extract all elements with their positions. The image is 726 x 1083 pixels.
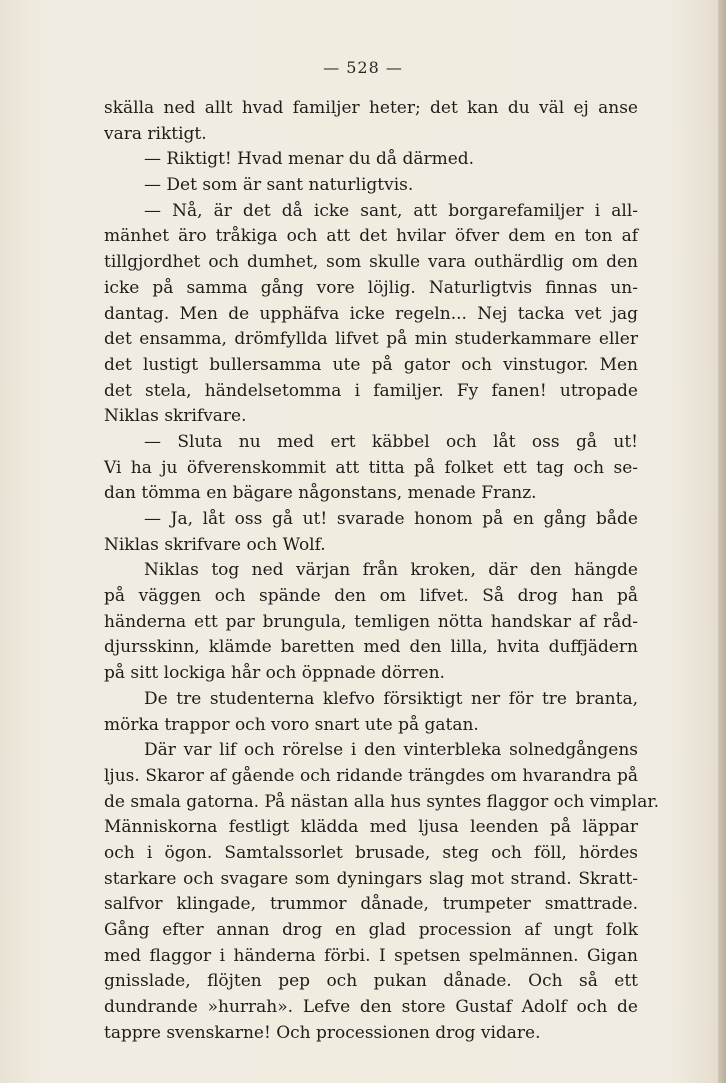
- text-line: dundrande »hurrah». Lefve den store Gustaf Adolf och de: [104, 997, 638, 1018]
- text-line: vara riktigt.: [104, 123, 207, 144]
- text-line: De tre studenterna klefvo försiktigt ner för tre branta,: [144, 688, 638, 709]
- text-line: och i ögon. Samtalssorlet brusade, steg och föll, hördes: [104, 842, 638, 863]
- text-line: Niklas skrifvare och Wolf.: [104, 534, 326, 555]
- text-line: — Ja, låt oss gå ut! svarade honom på en gång både: [144, 509, 638, 529]
- text-line: — Det som är sant naturligtvis.: [144, 175, 414, 196]
- page-number: — 528 —: [323, 58, 403, 77]
- text-line: dantag. Men de upphäfva icke regeln... Nej tacka vet jag: [104, 303, 638, 324]
- text-line: Människorna festligt klädda med ljusa leenden på läppar: [104, 817, 638, 838]
- text-line: det stela, händelsetomma i familjer. Fy fanen! utropade: [104, 380, 638, 401]
- text-line: dan tömma en bägare någonstans, menade Franz.: [104, 483, 537, 504]
- text-line: icke på samma gång vore löjlig. Naturligtvis finnas un-: [104, 277, 638, 298]
- text-line: med flaggor i händerna förbi. I spetsen spelmännen. Gigan: [104, 945, 638, 966]
- page-edge: [718, 0, 726, 1083]
- text-line: skälla ned allt hvad familjer heter; det kan du väl ej anse: [104, 98, 638, 118]
- body-text: [104, 96, 660, 1046]
- text-line: djursskinn, klämde baretten med den lilla, hvita duffjädern: [104, 637, 638, 658]
- text-line: händerna ett par brungula, temligen nötta handskar af råd-: [104, 611, 638, 632]
- text-line: — Riktigt! Hvad menar du då därmed.: [144, 149, 475, 170]
- text-line: gnisslade, flöjten pep och pukan dånade. Och så ett: [104, 971, 638, 992]
- text-line: Niklas skrifvare.: [104, 406, 247, 427]
- text-line: Niklas tog ned värjan från kroken, där den hängde: [144, 560, 638, 581]
- text-line: mänhet äro tråkiga och att det hvilar öfver dem en ton af: [104, 226, 638, 247]
- text-line: tappre svenskarne! Och processionen drog vidare.: [104, 1022, 541, 1043]
- text-line: salfvor klingade, trummor dånade, trumpeter smattrade.: [104, 894, 638, 915]
- text-line: det lustigt bullersamma ute på gator och vinstugor. Men: [104, 354, 638, 375]
- text-line: på väggen och spände den om lifvet. Så drog han på: [104, 586, 638, 607]
- text-line: — Sluta nu med ert käbbel och låt oss gå ut!: [144, 431, 638, 452]
- text-line: mörka trappor och voro snart ute på gatan.: [104, 714, 479, 735]
- text-line: de smala gatorna. På nästan alla hus syntes flaggor och vimplar.: [104, 791, 660, 812]
- text-line: tillgjordhet och dumhet, som skulle vara outhärdlig om den: [104, 252, 638, 273]
- text-line: Vi ha ju öfverenskommit att titta på folket ett tag och se-: [104, 457, 638, 478]
- text-line: det ensamma, drömfyllda lifvet på min studerkammare eller: [104, 329, 638, 350]
- text-line: Där var lif och rörelse i den vinterbleka solnedgångens: [144, 740, 638, 761]
- text-line: på sitt lockiga hår och öppnade dörren.: [104, 663, 445, 684]
- text-line: — Nå, är det då icke sant, att borgarefamiljer i all-: [144, 200, 638, 221]
- text-line: starkare och svagare som dyningars slag mot strand. Skratt-: [104, 868, 638, 889]
- text-line: Gång efter annan drog en glad procession af ungt folk: [104, 920, 638, 940]
- text-line: ljus. Skaror af gående och ridande trängdes om hvarandra på: [104, 765, 638, 786]
